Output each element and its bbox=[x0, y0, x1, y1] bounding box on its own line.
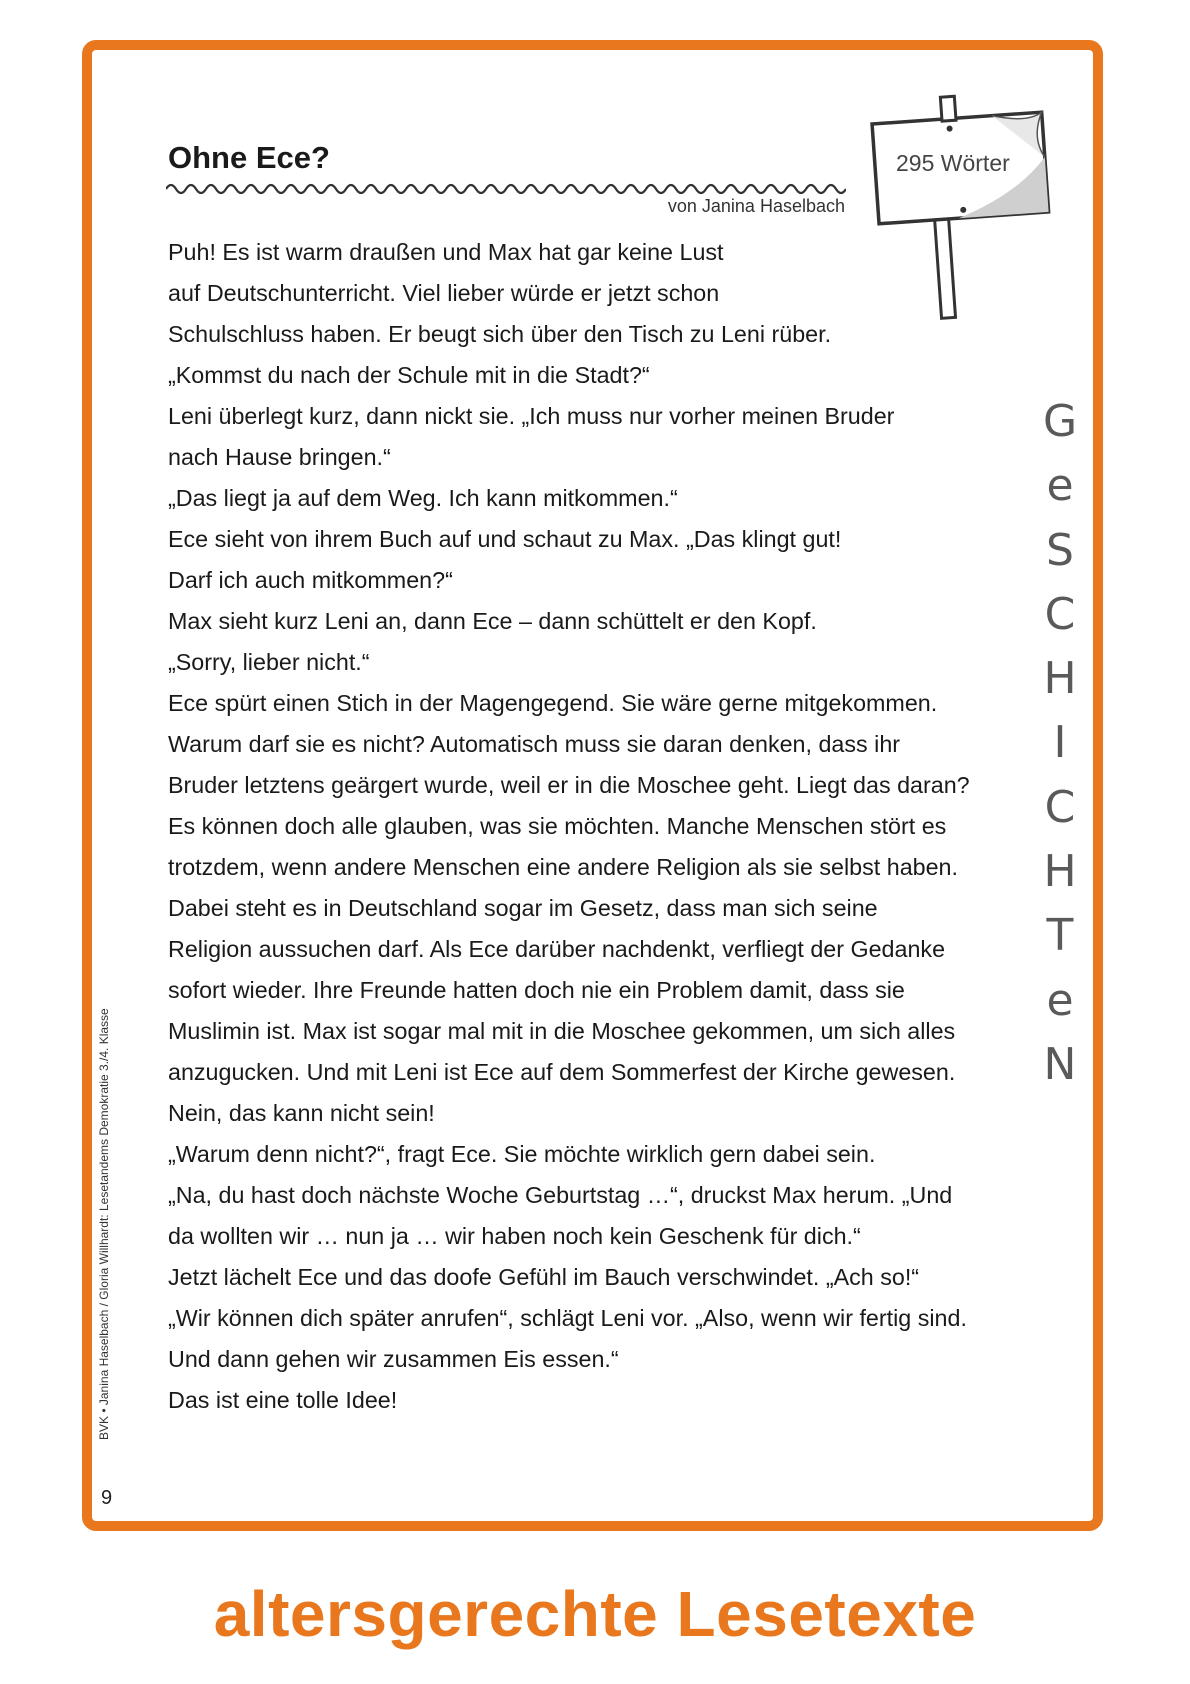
story-line: Schulschluss haben. Er beugt sich über den Tisch zu Leni rüber. bbox=[168, 321, 832, 347]
story-line: auf Deutschunterricht. Viel lieber würde er jetzt schon bbox=[168, 280, 720, 306]
side-word-letter: H bbox=[1043, 653, 1077, 705]
story-line: Ece sieht von ihrem Buch auf und schaut zu Max. „Das klingt gut! bbox=[168, 526, 842, 552]
story-line: „Warum denn nicht?“, fragt Ece. Sie möchte wirklich gern dabei sein. bbox=[168, 1141, 876, 1167]
story-line: Dabei steht es in Deutschland sogar im Gesetz, dass man sich seine bbox=[168, 895, 878, 921]
page-number: 9 bbox=[101, 1487, 113, 1509]
story-line: „Na, du hast doch nächste Woche Geburtstag …“, druckst Max herum. „Und bbox=[168, 1182, 953, 1208]
story-line: „Das liegt ja auf dem Weg. Ich kann mitkommen.“ bbox=[168, 485, 678, 511]
side-word-letter: S bbox=[1046, 524, 1074, 576]
side-word-letter: C bbox=[1044, 588, 1076, 640]
story-line: Muslimin ist. Max ist sogar mal mit in die Moschee gekommen, um sich alles bbox=[168, 1018, 956, 1044]
publisher-credit: BVK • Janina Haselbach / Gloria Willhardt: Lesetandems Demokratie 3./4. Klasse bbox=[97, 1008, 111, 1440]
story-line: nach Hause bringen.“ bbox=[168, 444, 391, 470]
story-line: Das ist eine tolle Idee! bbox=[168, 1387, 398, 1413]
side-word-letter: H bbox=[1043, 846, 1077, 898]
story-line: „Sorry, lieber nicht.“ bbox=[168, 649, 370, 675]
side-word-letter: I bbox=[1053, 717, 1067, 769]
story-line: Es können doch alle glauben, was sie möchten. Manche Menschen stört es bbox=[168, 813, 947, 839]
story-line: da wollten wir … nun ja … wir haben noch kein Geschenk für dich.“ bbox=[168, 1223, 861, 1249]
story-line: Und dann gehen wir zusammen Eis essen.“ bbox=[168, 1346, 619, 1372]
story-line: Leni überlegt kurz, dann nickt sie. „Ich muss nur vorher meinen Bruder bbox=[168, 403, 895, 429]
story-title: Ohne Ece? bbox=[168, 140, 330, 175]
story-line: Religion aussuchen darf. Als Ece darüber nachdenkt, verfliegt der Gedanke bbox=[168, 936, 946, 962]
story-line: Darf ich auch mitkommen?“ bbox=[168, 567, 453, 593]
story-line: Bruder letztens geärgert wurde, weil er in die Moschee geht. Liegt das daran? bbox=[168, 772, 970, 798]
story-line: anzugucken. Und mit Leni ist Ece auf dem Sommerfest der Kirche gewesen. bbox=[168, 1059, 956, 1085]
word-count-label: 295 Wörter bbox=[896, 150, 1010, 176]
story-line: Nein, das kann nicht sein! bbox=[168, 1100, 435, 1126]
promo-banner: altersgerechte Lesetexte bbox=[213, 1578, 977, 1650]
story-line: Jetzt lächelt Ece und das doofe Gefühl im Bauch verschwindet. „Ach so!“ bbox=[168, 1264, 920, 1290]
author-line: von Janina Haselbach bbox=[667, 196, 845, 216]
story-line: Puh! Es ist warm draußen und Max hat gar keine Lust bbox=[168, 239, 724, 265]
story-line: „Wir können dich später anrufen“, schlägt Leni vor. „Also, wenn wir fertig sind. bbox=[168, 1305, 967, 1331]
story-line: Ece spürt einen Stich in der Magengegend. Sie wäre gerne mitgekommen. bbox=[168, 690, 938, 716]
side-word-letter: C bbox=[1044, 781, 1076, 833]
story-line: Warum darf sie es nicht? Automatisch muss sie daran denken, dass ihr bbox=[168, 731, 901, 757]
story-line: „Kommst du nach der Schule mit in die Stadt?“ bbox=[168, 362, 650, 388]
story-line: trotzdem, wenn andere Menschen eine andere Religion als sie selbst haben. bbox=[168, 854, 958, 880]
story-line: Max sieht kurz Leni an, dann Ece – dann schüttelt er den Kopf. bbox=[168, 608, 817, 634]
side-word-geschichten bbox=[1028, 390, 1092, 1097]
side-word-letter: e bbox=[1046, 974, 1074, 1026]
side-word-letter: e bbox=[1046, 460, 1074, 512]
story-line: sofort wieder. Ihre Freunde hatten doch nie ein Problem damit, dass sie bbox=[168, 977, 905, 1003]
side-word-letter: G bbox=[1042, 396, 1078, 447]
side-word-letter: T bbox=[1046, 910, 1074, 962]
side-word-letter: N bbox=[1043, 1038, 1077, 1090]
story-text bbox=[168, 232, 1028, 1421]
